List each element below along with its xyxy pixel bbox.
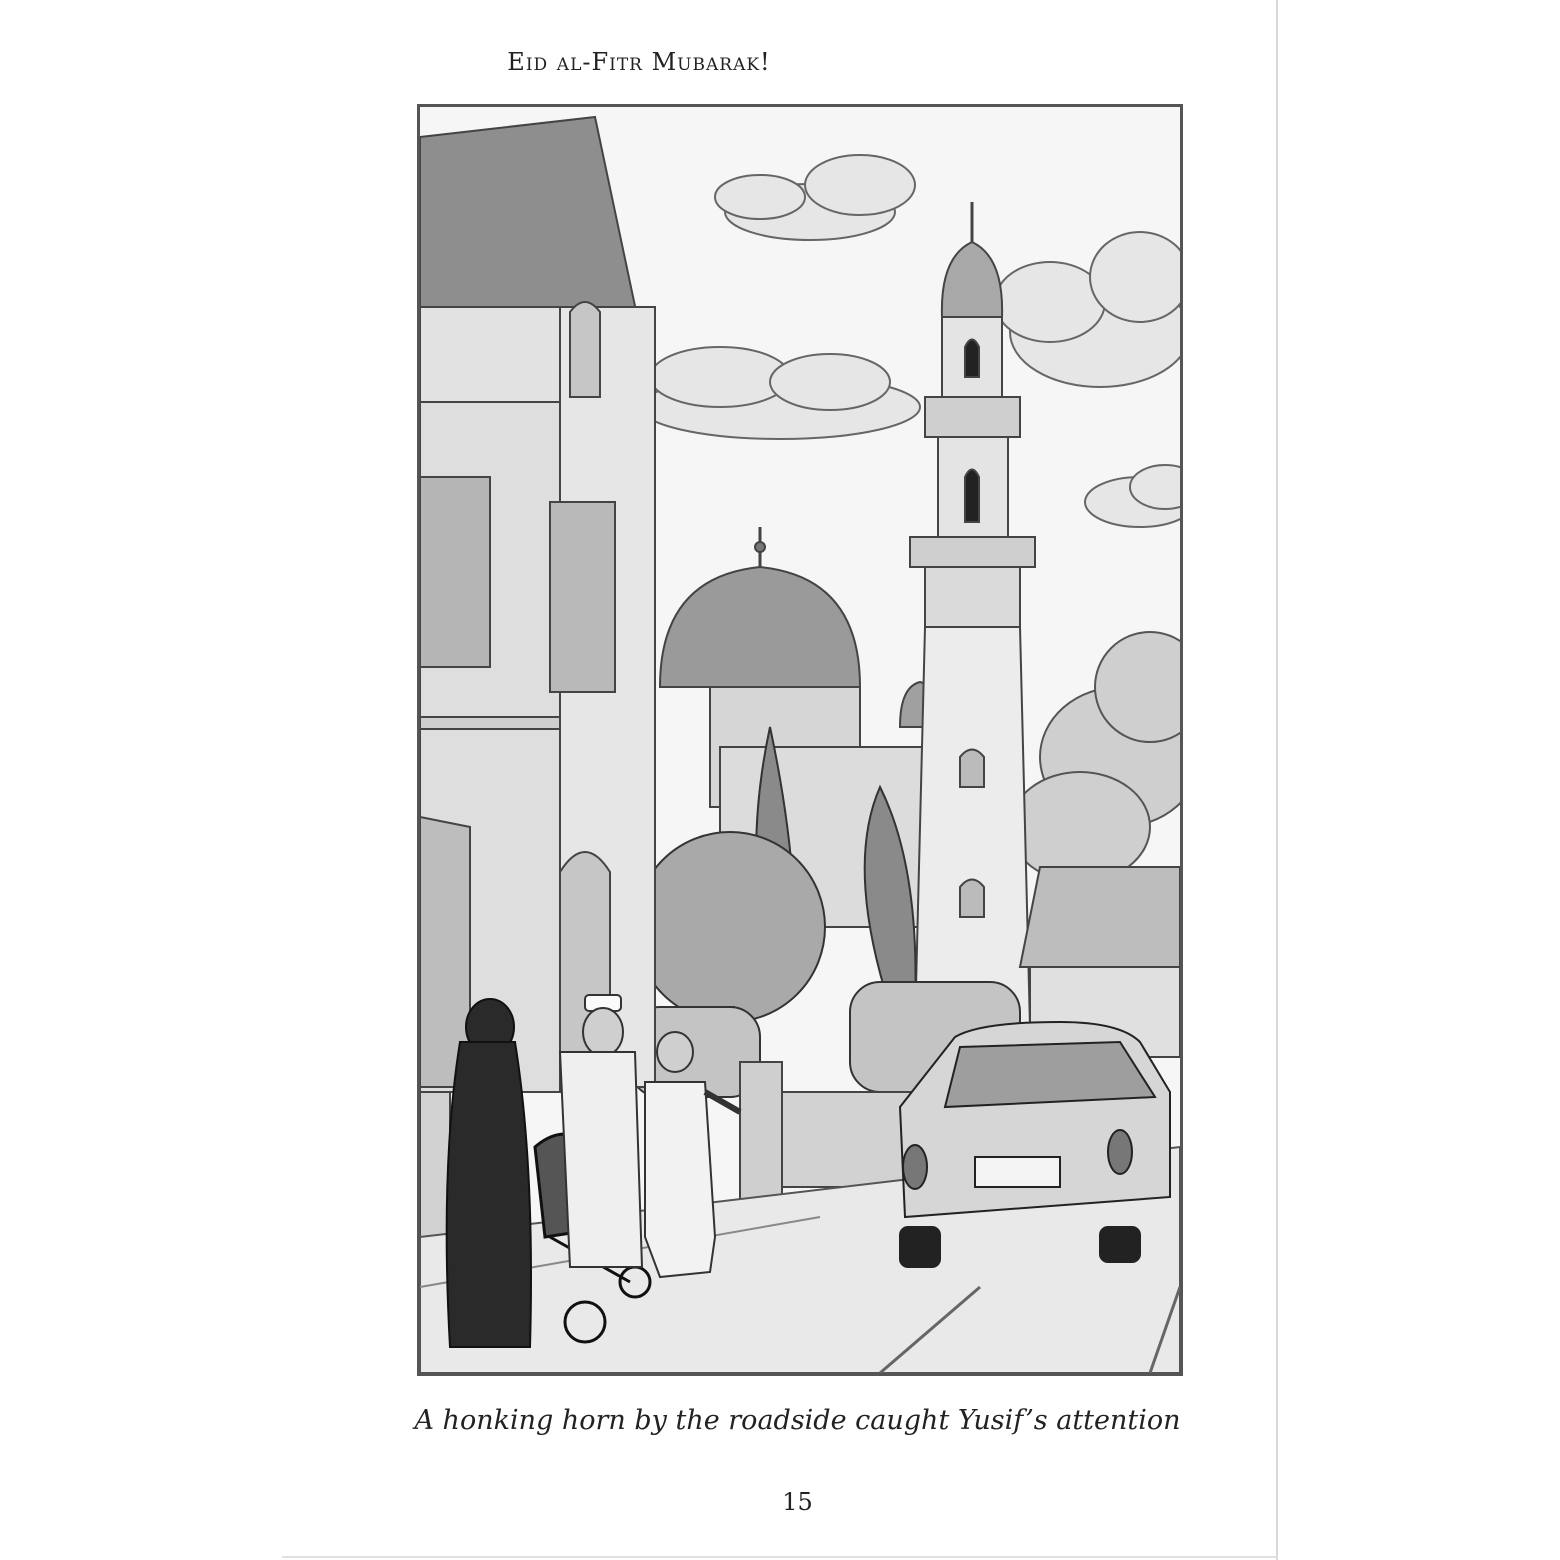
house-left [420,117,655,1092]
illustration-frame [417,104,1183,1376]
page-number: 15 [782,1488,813,1516]
figure-caption: A honking horn by the roadside caught Yusif’s attention [414,1405,1181,1436]
running-head: Eid al-Fitr Mubarak! [507,48,771,76]
bottom-rule [282,1556,1278,1558]
street-scene-illustration [420,107,1180,1373]
